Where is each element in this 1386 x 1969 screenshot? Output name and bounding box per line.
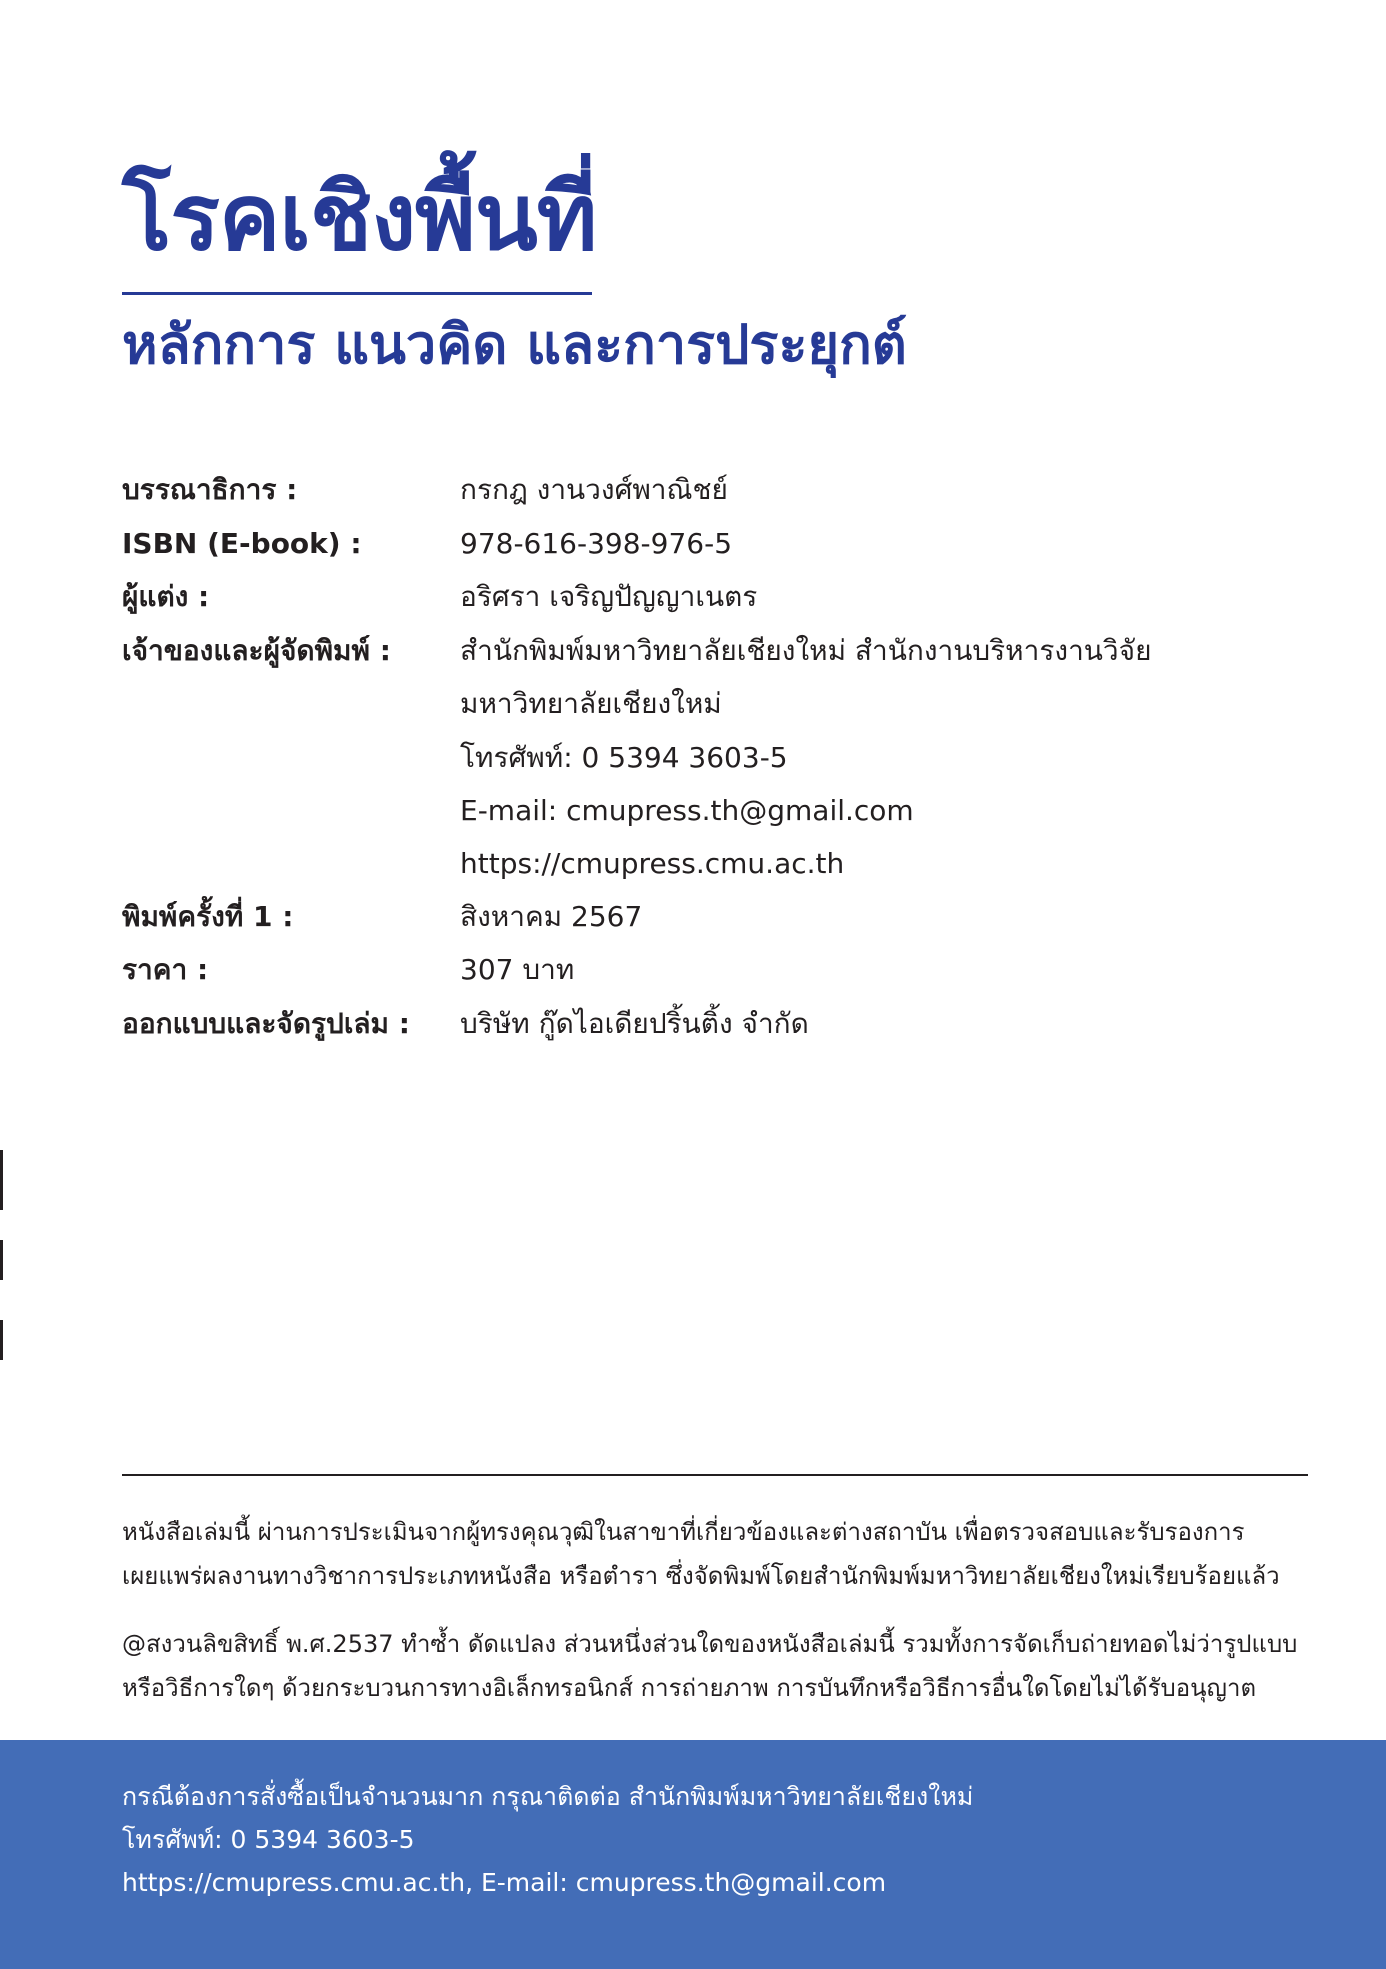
peer-review-notice [122,1510,1308,1598]
info-value: 307 บาท [460,953,575,986]
info-value: สำนักพิมพ์มหาวิทยาลัยเชียงใหม่ สำนักงานบริหารงานวิจัย [460,634,1152,667]
info-value: โทรศัพท์: 0 5394 3603-5 [460,741,788,774]
info-value: มหาวิทยาลัยเชียงใหม่ [460,687,722,720]
info-label: เจ้าของและผู้จัดพิมพ์ : [122,634,391,667]
info-value: กรกฎ งานวงศ์พาณิชย์ [460,473,728,506]
contact-footer [0,1740,1386,1969]
page-edge-mark [0,1320,3,1360]
book-subtitle: หลักการ แนวคิด และการประยุกต์ [122,313,907,376]
info-row-author [0,574,1386,620]
footer-line: กรณีต้องการสั่งซื้อเป็นจำนวนมาก กรุณาติดต่อ สำนักพิมพ์มหาวิทยาลัยเชียงใหม่ [122,1782,974,1811]
info-value: บริษัท กู๊ดไอเดียปริ้นติ้ง จำกัด [460,1007,809,1040]
info-value: สิงหาคม 2567 [460,900,643,933]
info-row-design [0,1001,1386,1047]
notice-line: หนังสือเล่มนี้ ผ่านการประเมินจากผู้ทรงคุณวุฒิในสาขาที่เกี่ยวข้องและต่างสถาบัน เพื่อตรวจสอบและรับรองการ [122,1518,1245,1546]
copyright-line: @สงวนลิขสิทธิ์ พ.ศ.2537 ทำซ้ำ ดัดแปลง ส่วนหนึ่งส่วนใดของหนังสือเล่มนี้ รวมทั้งการจัดเก็บถ่ายทอดไม่ว่ารูปแบบ [122,1630,1298,1658]
section-divider [122,1474,1308,1476]
info-row-publisher-email [0,788,1386,834]
info-label: ออกแบบและจัดรูปเล่ม : [122,1007,410,1040]
footer-line: โทรศัพท์: 0 5394 3603-5 [122,1825,415,1854]
info-label: ราคา : [122,953,209,986]
copyright-line: หรือวิธีการใดๆ ด้วยกระบวนการทางอิเล็กทรอนิกส์ การถ่ายภาพ การบันทึกหรือวิธีการอื่นใดโดยไม่ได้รับอนุญาต [122,1674,1257,1702]
info-row-isbn [0,521,1386,567]
info-label: ISBN (E-book) : [122,527,362,560]
copyright-notice [122,1622,1308,1710]
info-value: 978-616-398-976-5 [460,527,733,560]
info-row-publisher-website [0,841,1386,887]
notice-line: เผยแพร่ผลงานทางวิชาการประเภทหนังสือ หรือตำรา ซึ่งจัดพิมพ์โดยสำนักพิมพ์มหาวิทยาลัยเชียงใหม่เรียบร้อยแล้ว [122,1562,1280,1590]
info-value: https://cmupress.cmu.ac.th [460,847,845,880]
info-row-first-printing [0,894,1386,940]
info-row-editor [0,467,1386,513]
page-edge-mark [0,1240,3,1280]
info-row-publisher [0,628,1386,674]
page-edge-mark [0,1150,3,1210]
footer-line: https://cmupress.cmu.ac.th, E-mail: cmupress.th@gmail.com [122,1868,887,1897]
info-value: E-mail: cmupress.th@gmail.com [460,794,914,827]
title-underline [122,292,592,295]
info-value: อริศรา เจริญปัญญาเนตร [460,580,758,613]
book-title: โรคเชิงพื้นที่ [122,164,597,271]
info-row-publisher-cont [0,681,1386,727]
info-row-publisher-phone [0,735,1386,781]
info-label: บรรณาธิการ : [122,473,298,506]
info-row-price [0,947,1386,993]
info-label: พิมพ์ครั้งที่ 1 : [122,900,294,933]
info-label: ผู้แต่ง : [122,580,210,613]
